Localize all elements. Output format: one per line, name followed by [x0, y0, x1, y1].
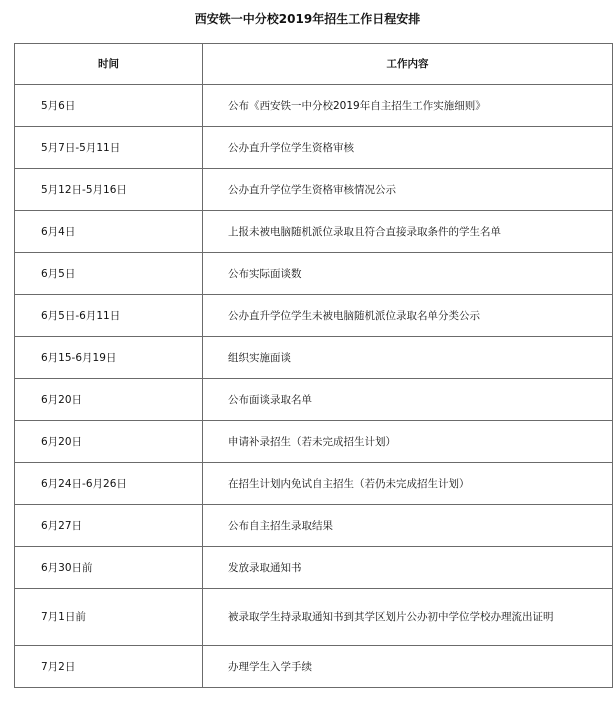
table-header-row [15, 44, 613, 85]
row-time: 7月1日前 [15, 589, 203, 646]
table-row [15, 505, 613, 547]
row-time: 6月5日-6月11日 [15, 295, 203, 337]
row-time: 7月2日 [15, 646, 203, 688]
table-row [15, 421, 613, 463]
row-content: 办理学生入学手续 [203, 646, 613, 688]
row-time: 6月20日 [15, 421, 203, 463]
table-row [15, 337, 613, 379]
page-title: 西安铁一中分校2019年招生工作日程安排 [194, 12, 421, 26]
row-time: 5月7日-5月11日 [15, 127, 203, 169]
table-row [15, 169, 613, 211]
table-row [15, 211, 613, 253]
row-time: 5月6日 [15, 85, 203, 127]
row-content: 公办直升学位学生未被电脑随机派位录取名单分类公示 [203, 295, 613, 337]
row-time: 6月27日 [15, 505, 203, 547]
row-time: 6月24日-6月26日 [15, 463, 203, 505]
row-content: 公布自主招生录取结果 [203, 505, 613, 547]
table-row [15, 463, 613, 505]
table-row [15, 379, 613, 421]
row-time: 6月20日 [15, 379, 203, 421]
table-row [15, 295, 613, 337]
row-content: 公布实际面谈数 [203, 253, 613, 295]
row-content: 被录取学生持录取通知书到其学区划片公办初中学位学校办理流出证明 [203, 589, 613, 646]
table-row [15, 127, 613, 169]
row-content: 公布《西安铁一中分校2019年自主招生工作实施细则》 [203, 85, 613, 127]
table-row [15, 589, 613, 646]
row-time: 5月12日-5月16日 [15, 169, 203, 211]
row-time: 6月4日 [15, 211, 203, 253]
table-row [15, 547, 613, 589]
row-content: 上报未被电脑随机派位录取且符合直接录取条件的学生名单 [203, 211, 613, 253]
table-row [15, 646, 613, 688]
table-row [15, 253, 613, 295]
row-content: 公办直升学位学生资格审核情况公示 [203, 169, 613, 211]
row-content: 公布面谈录取名单 [203, 379, 613, 421]
column-header-time: 时间 [15, 44, 203, 85]
row-content: 组织实施面谈 [203, 337, 613, 379]
row-time: 6月30日前 [15, 547, 203, 589]
row-time: 6月15-6月19日 [15, 337, 203, 379]
row-content: 在招生计划内免试自主招生（若仍未完成招生计划） [203, 463, 613, 505]
row-content: 公办直升学位学生资格审核 [203, 127, 613, 169]
row-content: 申请补录招生（若未完成招生计划） [203, 421, 613, 463]
column-header-content: 工作内容 [203, 44, 613, 85]
schedule-table [14, 43, 613, 688]
row-content: 发放录取通知书 [203, 547, 613, 589]
table-row [15, 85, 613, 127]
row-time: 6月5日 [15, 253, 203, 295]
